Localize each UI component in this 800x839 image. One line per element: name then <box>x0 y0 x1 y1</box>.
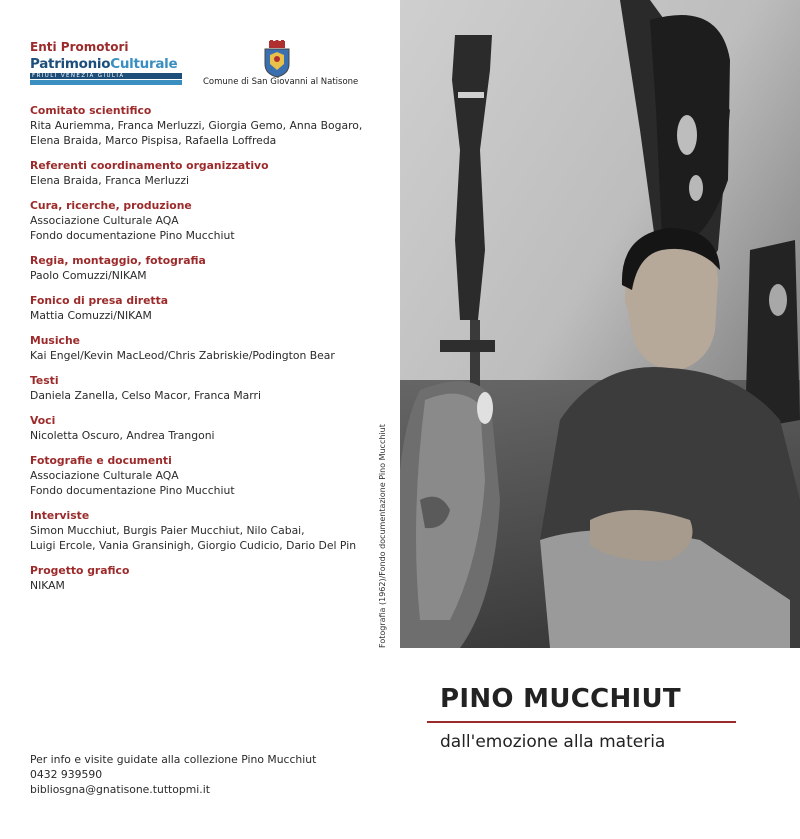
credit-section: Fotografie e documenti Associazione Culturale AQA Fondo documentazione Pino Mucchiut <box>30 454 235 497</box>
logo-wordmark: PatrimonioCulturale <box>30 56 178 72</box>
artist-photo-illustration <box>400 0 800 648</box>
email-address: bibliosgna@gnatisone.tuttopmi.it <box>30 783 210 796</box>
exhibition-subtitle: dall'emozione alla materia <box>440 732 666 752</box>
artist-photo <box>400 0 800 648</box>
phone-number: 0432 939590 <box>30 768 103 781</box>
artist-name: PINO MUCCHIUT <box>440 684 681 714</box>
credit-section: Fonico di presa diretta Mattia Comuzzi/NIKAM <box>30 294 169 322</box>
contact-info <box>30 752 316 797</box>
comune-label: Comune di San Giovanni al Natisone <box>203 77 359 87</box>
promoters-title: Enti Promotori <box>30 40 129 54</box>
credit-section: Progetto grafico NIKAM <box>30 564 130 592</box>
title-divider <box>427 721 736 723</box>
credit-section: Testi Daniela Zanella, Celso Macor, Franca Marri <box>30 374 261 402</box>
logo-subtitle-band <box>30 80 182 85</box>
credits-list <box>30 104 395 604</box>
info-line: Per info e visite guidate alla collezione Pino Mucchiut <box>30 753 317 766</box>
credit-section: Regia, montaggio, fotografia Paolo Comuzzi/NIKAM <box>30 254 206 282</box>
credit-section: Interviste Simon Mucchiut, Burgis Paier Mucchiut, Nilo Cabai, Luigi Ercole, Vania Gransinigh, Giorgio Cudicio, Dario Del Pin <box>30 509 357 552</box>
credit-section: Cura, ricerche, produzione Associazione Culturale AQA Fondo documentazione Pino Mucchiut <box>30 199 235 242</box>
photo-credit: Fotografia (1962)/Fondo documentazione Pino Mucchiut <box>378 424 387 648</box>
credit-section: Voci Nicoletta Oscuro, Andrea Trangoni <box>30 414 215 442</box>
credit-section: Musiche Kai Engel/Kevin MacLeod/Chris Zabriskie/Podington Bear <box>30 334 335 362</box>
credit-section: Referenti coordinamento organizzativo Elena Braida, Franca Merluzzi <box>30 159 269 187</box>
patrimonio-culturale-logo <box>30 56 182 85</box>
logo-subtitle: FRIULI VENEZIA GIULIA <box>30 73 182 79</box>
municipal-crest-icon <box>262 40 292 78</box>
credit-section: Comitato scientifico Rita Auriemma, Franca Merluzzi, Giorgia Gemo, Anna Bogaro, Elena Braida, Marco Pispisa, Rafaella Loffreda <box>30 104 363 147</box>
